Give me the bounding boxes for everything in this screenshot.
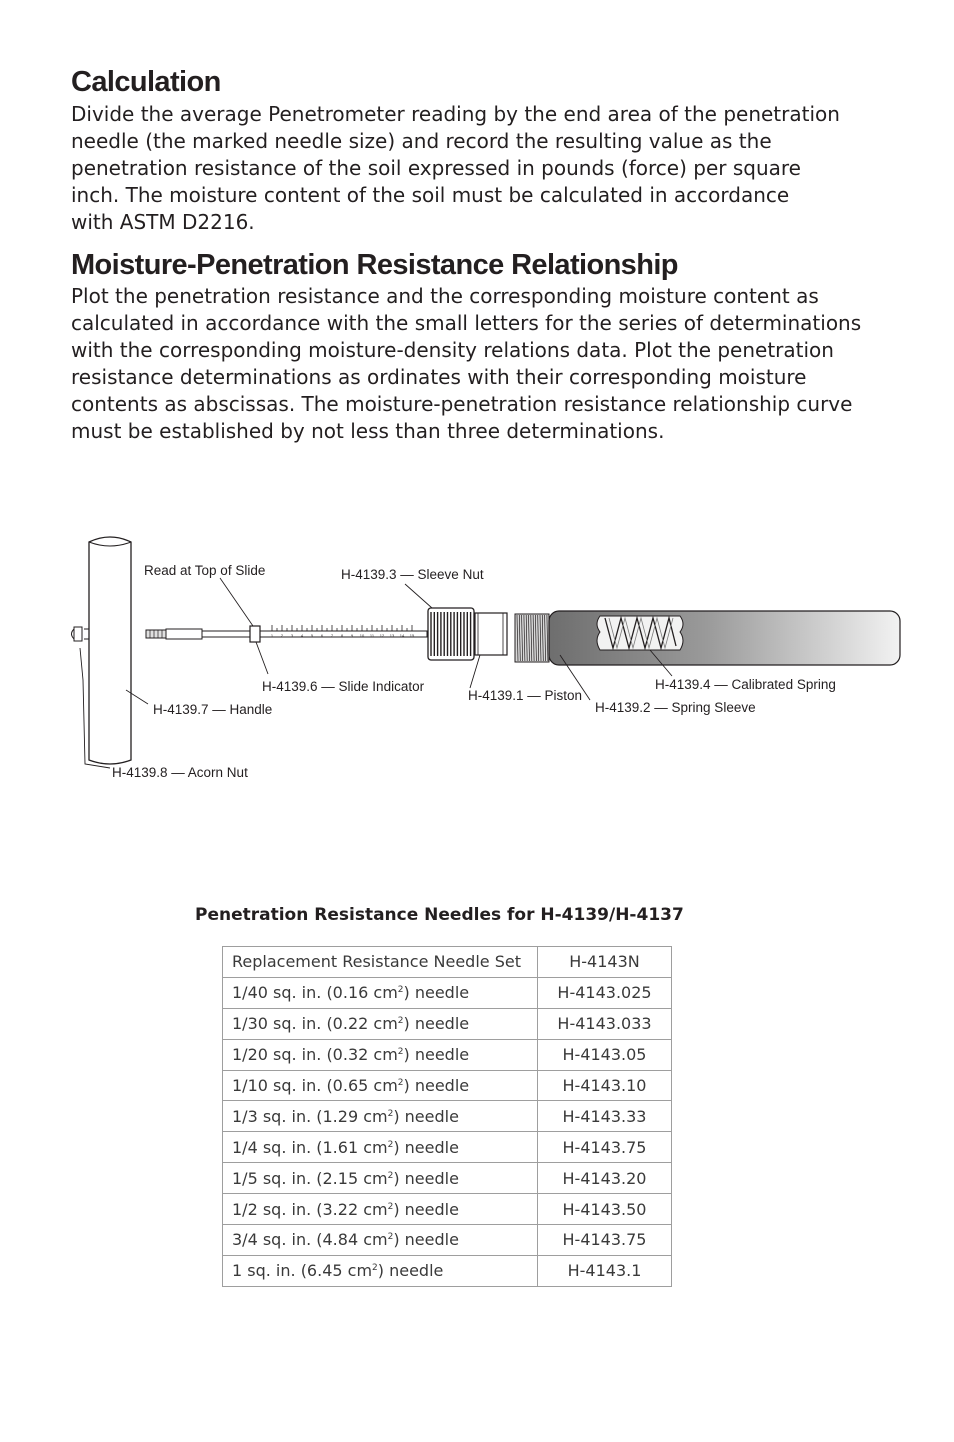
leader-lines — [80, 578, 672, 768]
needle-description — [223, 1132, 538, 1163]
description-text: 1/5 sq. in. (2.15 cm — [232, 1168, 388, 1188]
part-number: H-4143.1 — [538, 1255, 672, 1286]
scale-number: 9 — [350, 633, 354, 638]
scale-ticks — [272, 625, 412, 631]
table-row — [223, 1255, 672, 1286]
superscript: 2 — [387, 1108, 394, 1119]
superscript: 2 — [387, 1170, 394, 1181]
superscript: 2 — [397, 1047, 404, 1058]
table-row — [223, 1163, 672, 1194]
label-piston: H-4139.1 — Piston — [468, 688, 583, 703]
text-line: Divide the average Penetrometer reading by the end area of the penetration — [71, 102, 840, 126]
superscript: 2 — [372, 1263, 378, 1274]
needle-description — [223, 1255, 538, 1286]
table-row — [223, 1039, 672, 1070]
text-line: contents as abscissas. The moisture-penetration resistance relationship curve — [71, 392, 853, 416]
label-sleeve-nut: H-4139.3 — Sleeve Nut — [341, 567, 484, 582]
needle-description — [223, 1225, 538, 1256]
label-read-top: Read at Top of Slide — [144, 563, 266, 578]
description-text: Replacement Resistance Needle Set — [232, 952, 521, 972]
description-suffix: ) needle — [403, 1014, 470, 1034]
text-line: needle (the marked needle size) and record the resulting value as the — [71, 129, 772, 153]
text-line: must be established by not less than three determinations. — [71, 419, 665, 443]
part-number: H-4143.75 — [538, 1225, 672, 1256]
part-number: H-4143.033 — [538, 1008, 672, 1039]
scale-numbers — [271, 633, 415, 638]
calibrated-spring — [597, 616, 683, 650]
superscript: 2 — [387, 1201, 394, 1212]
needle-description — [223, 1039, 538, 1070]
scale-number: 13 — [389, 633, 395, 638]
needles-table — [222, 946, 672, 1287]
table-row — [223, 977, 672, 1008]
part-number: H-4143.50 — [538, 1194, 672, 1225]
text-line: with ASTM D2216. — [71, 210, 255, 234]
scale-number: 7 — [330, 633, 334, 638]
table-row — [223, 1225, 672, 1256]
description-suffix: ) needle — [403, 1076, 470, 1095]
scale-number: 10 — [359, 633, 365, 638]
table-row — [223, 1008, 672, 1039]
relationship-heading: Moisture-Penetration Resistance Relationship — [71, 249, 678, 281]
superscript: 2 — [387, 1139, 394, 1150]
table-row — [223, 1194, 672, 1225]
description-text: 1/10 sq. in. (0.65 cm — [232, 1076, 398, 1095]
scale-number: 15 — [409, 633, 415, 638]
piston — [475, 613, 507, 655]
scale-number: 6 — [320, 633, 324, 638]
handle — [89, 537, 131, 764]
description-suffix: ) needle — [403, 983, 470, 1003]
part-number: H-4143.05 — [538, 1039, 672, 1070]
part-number: H-4143.75 — [538, 1132, 672, 1163]
description-suffix: ) needle — [403, 1045, 470, 1065]
needle-description — [223, 1070, 538, 1101]
superscript: 2 — [397, 1016, 404, 1027]
needle-description — [223, 977, 538, 1008]
text-line: resistance determinations as ordinates with their corresponding moisture — [71, 365, 807, 389]
penetrometer-diagram — [60, 520, 920, 800]
description-text: 3/4 sq. in. (4.84 cm — [232, 1230, 388, 1250]
scale-number: 12 — [379, 633, 385, 638]
description-text: 1 sq. in. (6.45 cm — [232, 1261, 373, 1281]
text-line: Plot the penetration resistance and the corresponding moisture content as — [71, 284, 819, 308]
needle-description — [223, 947, 538, 978]
description-text: 1/3 sq. in. (1.29 cm — [232, 1106, 388, 1126]
scale-number: 4 — [300, 633, 304, 638]
scale-number: 3 — [290, 633, 294, 638]
table-row — [223, 1132, 672, 1163]
label-spring-sleeve: H-4139.2 — Spring Sleeve — [595, 700, 756, 715]
calculation-paragraph — [71, 101, 871, 236]
table-caption: Penetration Resistance Needles for H-4139/H-4137 — [195, 905, 684, 925]
table-row — [223, 1070, 672, 1101]
description-suffix: ) needle — [393, 1199, 459, 1219]
text-line: inch. The moisture content of the soil must be calculated in accordance — [71, 183, 790, 207]
superscript: 2 — [387, 1232, 394, 1243]
description-suffix: ) needle — [393, 1230, 459, 1250]
slide-indicator — [250, 626, 260, 642]
scale-number: 14 — [399, 633, 405, 638]
part-number: H-4143.025 — [538, 977, 672, 1008]
label-slide-indicator: H-4139.6 — Slide Indicator — [262, 679, 425, 694]
description-suffix: ) needle — [393, 1137, 459, 1157]
part-number: H-4143.10 — [538, 1070, 672, 1101]
thread — [515, 614, 549, 662]
label-calibrated-spring: H-4139.4 — Calibrated Spring — [655, 677, 836, 692]
description-suffix: ) needle — [393, 1106, 459, 1126]
calculation-heading: Calculation — [71, 66, 221, 98]
needle-description — [223, 1008, 538, 1039]
scale-number: 5 — [310, 633, 314, 638]
part-number: H-4143.33 — [538, 1101, 672, 1132]
scale-number: 2 — [280, 633, 284, 638]
description-text: 1/20 sq. in. (0.32 cm — [232, 1045, 398, 1065]
rod — [146, 629, 427, 639]
scale-number: 11 — [369, 633, 375, 638]
needle-description — [223, 1163, 538, 1194]
table-row — [223, 1101, 672, 1132]
sleeve-nut — [428, 608, 474, 660]
scale-number: 1 — [270, 633, 274, 638]
relationship-paragraph — [71, 283, 871, 445]
needle-description — [223, 1101, 538, 1132]
label-acorn-nut: H-4139.8 — Acorn Nut — [112, 765, 248, 780]
description-text: 1/2 sq. in. (3.22 cm — [232, 1199, 388, 1219]
table-row — [223, 947, 672, 978]
part-number: H-4143N — [538, 947, 672, 978]
superscript: 2 — [397, 1078, 404, 1088]
text-line: calculated in accordance with the small letters for the series of determinations — [71, 311, 862, 335]
description-text: 1/4 sq. in. (1.61 cm — [232, 1137, 388, 1157]
label-handle: H-4139.7 — Handle — [153, 702, 273, 717]
description-text: 1/30 sq. in. (0.22 cm — [232, 1014, 398, 1034]
part-number: H-4143.20 — [538, 1163, 672, 1194]
text-line: with the corresponding moisture-density relations data. Plot the penetration — [71, 338, 834, 362]
acorn-nut — [72, 627, 90, 641]
scale-number: 8 — [340, 633, 344, 638]
needle-description — [223, 1194, 538, 1225]
superscript: 2 — [397, 985, 404, 996]
text-line: penetration resistance of the soil expressed in pounds (force) per square — [71, 156, 801, 180]
description-text: 1/40 sq. in. (0.16 cm — [232, 983, 398, 1003]
description-suffix: ) needle — [393, 1168, 459, 1188]
description-suffix: ) needle — [377, 1261, 444, 1281]
